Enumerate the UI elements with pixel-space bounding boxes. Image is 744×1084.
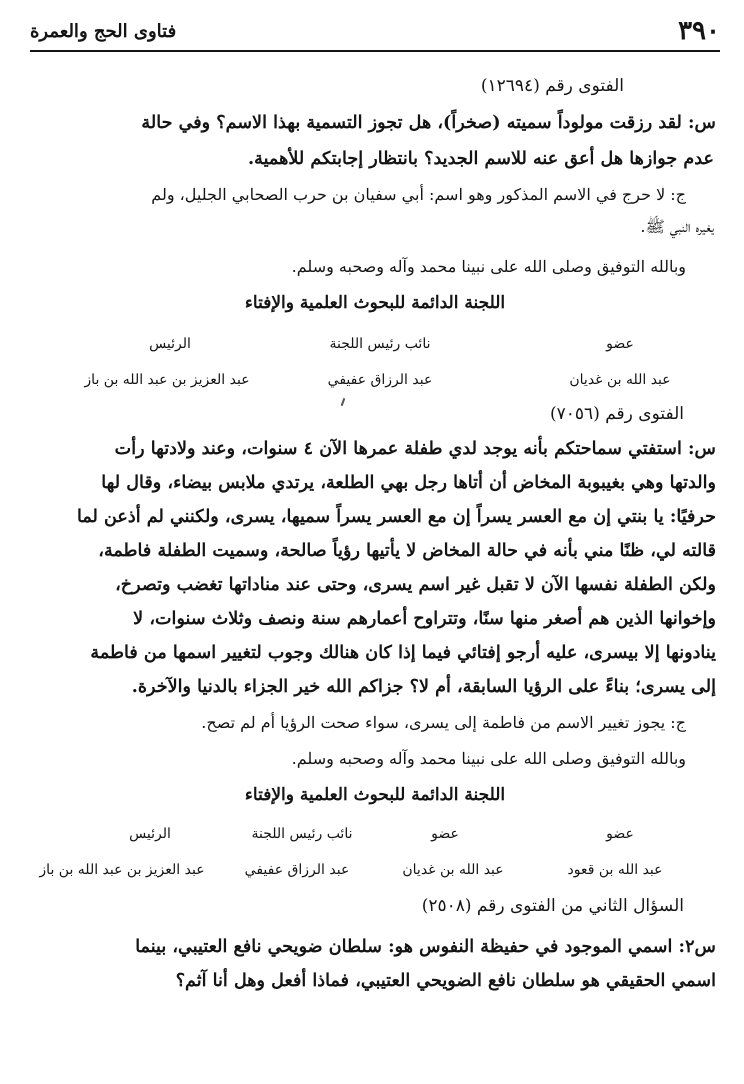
fatwa-number: الفتوى رقم (١٢٦٩٤) bbox=[480, 76, 624, 96]
question-line: حرفيًا: يا بنتي إن مع العسر يسراً إن مع العسر يسراً سميها، يسرى، ولكنني لم أذعن لما bbox=[77, 506, 716, 527]
question-line: وإخوانها الذين هم أصغر منها سنًا، وتتراوح أعمارهم سنة ونصف وثلاث سنوات، لا bbox=[133, 608, 716, 629]
page-header bbox=[30, 14, 720, 50]
signatory-name: عبد الله بن غديان bbox=[402, 862, 504, 878]
question-line: س: لقد رزقت مولوداً سميته (صخراً)، هل تجوز التسمية بهذا الاسم؟ وفي حالة bbox=[141, 112, 716, 133]
page-number: ٣٩٠ bbox=[678, 16, 720, 46]
signatory-name: عبد العزيز بن عبد الله بن باز bbox=[84, 372, 250, 388]
signatory-role: الرئيس bbox=[129, 826, 171, 842]
question-line: اسمي الحقيقي هو سلطان نافع الضويحي العتيبي، فماذا أفعل وهل أنا آثم؟ bbox=[175, 970, 716, 991]
question-line: والدتها وهي بغيبوبة المخاض أن أتاها رجل بهي الطلعة، يرتدي ملابس بيضاء، وقال لها bbox=[101, 472, 716, 493]
running-title: فتاوى الحج والعمرة bbox=[30, 21, 177, 42]
signatory-name: عبد الرزاق عفيفي bbox=[327, 372, 433, 388]
signatory-name: عبد الرزاق عفيفي bbox=[244, 862, 350, 878]
signatory-name: عبد الله بن قعود bbox=[567, 862, 663, 878]
answer-line: يغيره النبي ﷺ. bbox=[640, 217, 714, 236]
signatory-role: عضو bbox=[606, 826, 634, 842]
signatory-role: نائب رئيس اللجنة bbox=[251, 826, 353, 842]
answer-line: ج: لا حرج في الاسم المذكور وهو اسم: أبي سفيان بن حرب الصحابي الجليل، ولم bbox=[151, 185, 686, 204]
closing-line: وبالله التوفيق وصلى الله على نبينا محمد وآله وصحبه وسلم. bbox=[291, 257, 686, 276]
closing-line: وبالله التوفيق وصلى الله على نبينا محمد وآله وصحبه وسلم. bbox=[291, 749, 686, 768]
header-rule bbox=[30, 50, 720, 52]
answer-line: ج: يجوز تغيير الاسم من فاطمة إلى يسرى، سواء صحت الرؤيا أم لم تصح. bbox=[201, 713, 686, 732]
question-line: س٢: اسمي الموجود في حفيظة النفوس هو: سلطان ضويحي نافع العتيبي، بينما bbox=[135, 936, 716, 957]
signatory-role: عضو bbox=[431, 826, 459, 842]
committee-name: اللجنة الدائمة للبحوث العلمية والإفتاء bbox=[244, 293, 506, 313]
question-line: ينادونها إلا بيسرى، عليه أرجو إفتائي فيما إذا كان هنالك وجوب لتغيير اسمها من فاطمة bbox=[90, 642, 716, 663]
signatory-role: عضو bbox=[606, 336, 634, 352]
signatory-role: نائب رئيس اللجنة bbox=[329, 336, 431, 352]
signatory-name: عبد الله بن غديان bbox=[569, 372, 671, 388]
committee-name: اللجنة الدائمة للبحوث العلمية والإفتاء bbox=[244, 785, 506, 805]
question-line: قالته لي، ظنًا مني بأنه في حالة المخاض لا يأتيها رؤياً صالحة، وسميت الطفلة فاطمة، bbox=[98, 540, 716, 561]
question-line: عدم جوازها هل أعق عنه للاسم الجديد؟ بانتظار إجابتكم للأهمية. bbox=[248, 148, 714, 169]
question-line: س: استفتي سماحتكم بأنه يوجد لدي طفلة عمرها الآن ٤ سنوات، وعند ولادتها رأت bbox=[114, 438, 716, 459]
signatory-role: الرئيس bbox=[149, 336, 191, 352]
signatory-name: عبد العزيز بن عبد الله بن باز bbox=[39, 862, 205, 878]
fatwa-number: الفتوى رقم (٧٠٥٦) bbox=[550, 404, 684, 424]
fatwa-number: السؤال الثاني من الفتوى رقم (٢٥٠٨) bbox=[421, 896, 684, 916]
question-line: ولكن الطفلة نفسها الآن لا تقبل غير اسم يسرى، وحتى عند مناداتها تغضب وتصرخ، bbox=[115, 574, 716, 595]
question-line: إلى يسرى؛ بناءً على الرؤيا السابقة، أم لا؟ جزاكم الله خير الجزاء بالدنيا والآخرة. bbox=[131, 676, 716, 697]
